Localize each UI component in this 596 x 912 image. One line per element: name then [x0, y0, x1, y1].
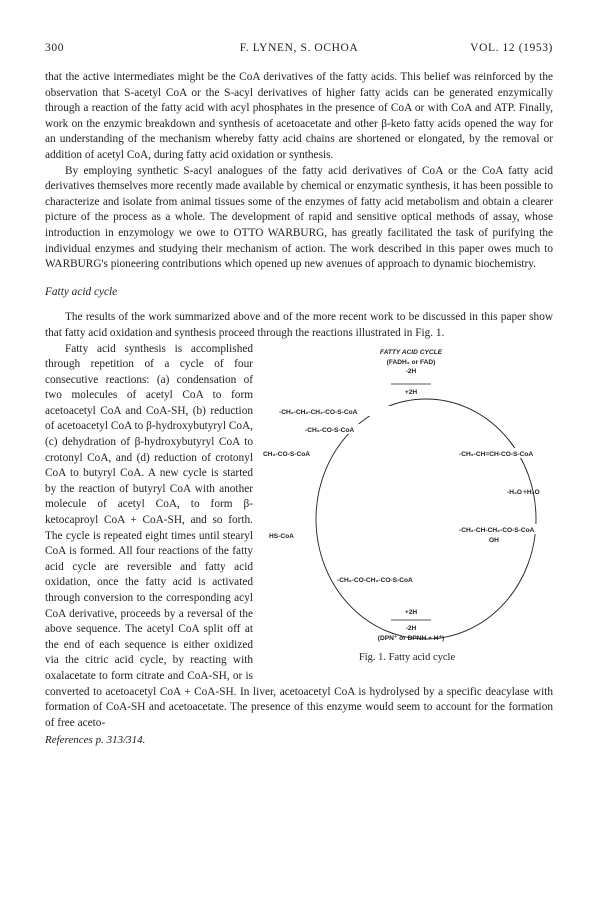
volume: VOL. 12 (1953)	[470, 42, 553, 54]
authors: F. LYNEN, S. OCHOA	[239, 42, 359, 54]
body-text	[45, 70, 553, 749]
paragraph-2: By employing synthetic S-acyl analogues of the fatty acid derivatives of CoA or the CoA fatty acid derivatives themselves more recently made available by chemical or enzymatic synthesis, it has been possible to characterize and isolate from animal tissues some of the enzymes of fatty acid metabolism and obtain a clearer picture of the process as a whole. The development of rapid and sensitive optical methods of assay, whose introduction in enzymology we owe to OTTO WARBURG, has greatly facilitated the task of purifying the individual enzymes and studying their mechanism of action. The work described in this paper owes much to WARBURG's pioneering contributions which opened up new avenues of approach to dynamic biochemistry.	[45, 164, 553, 271]
water-plus: +H₂O	[523, 488, 540, 496]
bottom-minus-2h: -2H	[405, 624, 417, 632]
figure-caption: Fig. 1. Fatty acid cycle	[358, 651, 456, 663]
fatty-acid-cycle-diagram	[261, 344, 553, 674]
figure-title: FATTY ACID CYCLE	[379, 348, 443, 356]
figure-1	[261, 344, 553, 674]
page-number: 300	[45, 42, 65, 54]
cofactor-bottom: (DPN⁺ or DPNH + H⁺)	[377, 634, 445, 642]
top-minus-2h: -2H	[405, 367, 417, 375]
paragraph-3: The results of the work summarized above and of the more recent work to be discussed in this paper show that fatty acid oxidation and synthesis proceed through the reactions illustrated in Fig. 1.	[45, 311, 553, 339]
bottom-plus-2h: +2H	[404, 608, 418, 616]
compound-acetyl-coa: CH₃-CO-S-CoA	[263, 450, 310, 458]
compound-butyryl: -CH₂-CH₂-CH₂-CO-S-CoA	[279, 408, 358, 416]
paragraph-1: that the active intermediates might be the CoA derivatives of the fatty acids. This belief was reinforced by the observation that S-acetyl CoA or the S-acyl derivatives of higher fatty acids can be generated enzymically through a reaction of the fatty acid with acyl phosphates in the presence of CoA or with CoA and ATP. Finally, work on the enzymic breakdown and synthesis of acetoacetate and other β-keto fatty acids opened the way for an understanding of the mechanism whereby fatty acid chains are shortened or elongated, by the removal or addition of acetyl CoA, during fatty acid oxidation or synthesis.	[45, 71, 553, 161]
top-plus-2h: +2H	[404, 388, 418, 396]
cycle-arc	[316, 399, 536, 639]
paragraph-4: Fatty acid synthesis is accomplished through repetition of a cycle of four consecutive reactions: (a) condensation of two molecules of acetyl CoA to form acetoacetyl CoA and CoA-SH, (b) reduction of acetoacetyl CoA to β-hydroxybutyryl CoA, (c) dehydration of β-hydroxybutyryl CoA to crotonyl CoA, and (d) reduction of crotonyl CoA to butyryl CoA. A new cycle is started by the reaction of butyryl CoA with another molecule of acetyl CoA, to form β-ketocaproyl CoA + CoA-SH, and so forth. The cycle is repeated eight times until stearyl CoA is formed. All four reactions of the fatty acid cycle are reversible and fatty acid oxidation, once the fatty acid is activated through conversion to the corresponding acyl CoA derivative, proceeds by a reversal of the above sequence. The acetyl CoA split off at the end of each sequence is either oxidized via the citric acid cycle, by reacting with oxalacetate to form citrate and CoA-SH, or is converted to acetoacetyl CoA + CoA-SH. In liver, acetoacetyl CoA is hydrolysed by a specific deacylase with formation of CoA-SH and acetoacetate. The presence of this enzyme would seem to account for the formation of free aceto-	[45, 342, 553, 729]
compound-acetyl: -CH₃-CO-S-CoA	[305, 426, 355, 434]
references-note: References p. 313/314.	[45, 734, 146, 747]
water-minus: -H₂O	[507, 488, 523, 496]
compound-crotonyl: -CH₂-CH=CH-CO-S-CoA	[459, 450, 534, 458]
compound-hydroxybutyryl: -CH₂-CH-CH₂-CO-S-CoA	[459, 526, 535, 534]
compound-acetoacetyl: -CH₂-CO-CH₂-CO-S-CoA	[337, 576, 413, 584]
coa-sh: HS-CoA	[269, 532, 294, 540]
hydroxyl-group: OH	[489, 536, 499, 544]
cofactor-top: (FADH₂ or FAD)	[386, 358, 436, 366]
section-title: Fatty acid cycle	[45, 285, 118, 298]
